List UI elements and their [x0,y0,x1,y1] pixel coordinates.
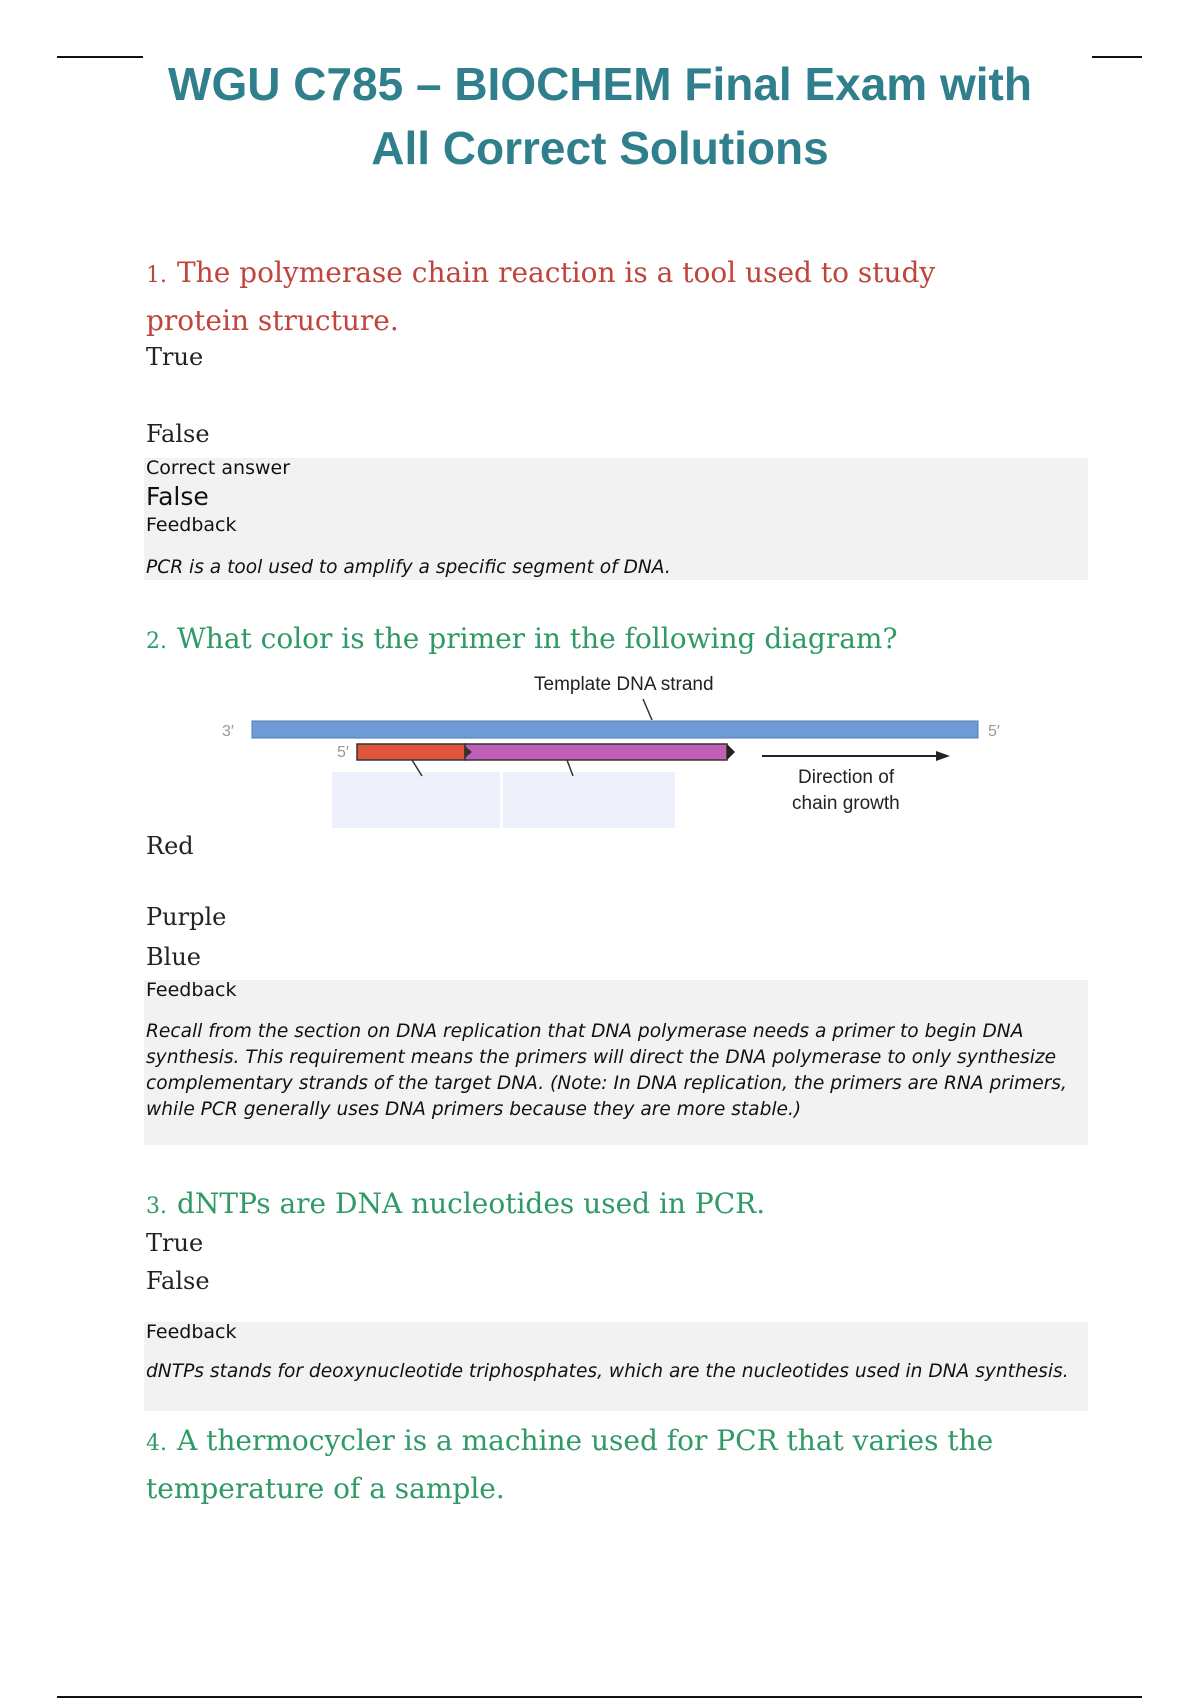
question-2-number: 2. [146,629,167,654]
new-dna-strand [465,744,727,760]
direction-label-line1: Direction of [798,767,895,788]
question-3-feedback-label: Feedback [146,1321,237,1343]
template-label-pointer [643,699,652,720]
question-1 [146,250,1046,343]
bottom-rule [57,1696,1142,1698]
question-1-number: 1. [146,263,167,288]
question-2-feedback-text: Recall from the section on DNA replication that DNA polymerase needs a primer to begin DNA synthesis. This requirement means the primers will direct the DNA polymerase to only synthesize complementary strands of the target DNA. (Note: In DNA replication, the primers are RNA primers, while PCR generally uses DNA primers because they are more stable.) [146,1021,1067,1120]
question-3-option-false[interactable]: False [146,1267,210,1295]
question-3-option-true[interactable]: True [146,1229,204,1257]
question-1-feedback-text: PCR is a tool used to amplify a specific segment of DNA. [146,557,671,578]
question-1-correct-answer: False [146,482,209,511]
template-strand-label: Template DNA strand [534,674,714,695]
new-strand-arrowhead [727,744,735,760]
question-2-option-blue[interactable]: Blue [146,943,201,971]
question-1-correct-label: Correct answer [146,457,291,479]
question-1-option-false[interactable]: False [146,420,210,448]
pcr-primer-diagram [0,664,1200,834]
template-dna-strand [252,721,978,738]
question-2-option-red[interactable]: Red [146,832,194,860]
question-1-text: The polymerase chain reaction is a tool used to study protein structure. [146,256,936,337]
answer-blank-box-2 [503,772,675,828]
chain-growth-arrowhead [936,751,950,761]
template-5prime-label: 5′ [988,723,1000,740]
template-3prime-label: 3′ [222,723,234,740]
question-4 [146,1418,1046,1511]
document-title: WGU C785 – BIOCHEM Final Exam with All Correct Solutions [168,58,1032,174]
question-3-text: dNTPs are DNA nucleotides used in PCR. [177,1187,766,1220]
question-2-feedback-label: Feedback [146,979,237,1001]
question-2-text: What color is the primer in the following diagram? [177,622,898,655]
question-3-feedback-text: dNTPs stands for deoxynucleotide triphosphates, which are the nucleotides used in DNA synthesis. [146,1361,1069,1382]
answer-blank-box-1 [332,772,500,828]
top-rule-right [1092,56,1142,58]
question-4-number: 4. [146,1431,167,1456]
direction-label-line2: chain growth [792,793,900,814]
question-1-option-true[interactable]: True [146,343,204,371]
question-1-feedback-label: Feedback [146,514,237,536]
question-3 [146,1181,1046,1229]
top-rule-left [57,56,143,58]
primer-5prime-label: 5′ [337,744,349,761]
question-2-option-purple[interactable]: Purple [146,903,227,931]
question-2 [146,616,1046,664]
question-3-number: 3. [146,1194,167,1219]
question-4-text: A thermocycler is a machine used for PCR that varies the temperature of a sample. [146,1424,994,1505]
primer-strand [357,744,465,760]
